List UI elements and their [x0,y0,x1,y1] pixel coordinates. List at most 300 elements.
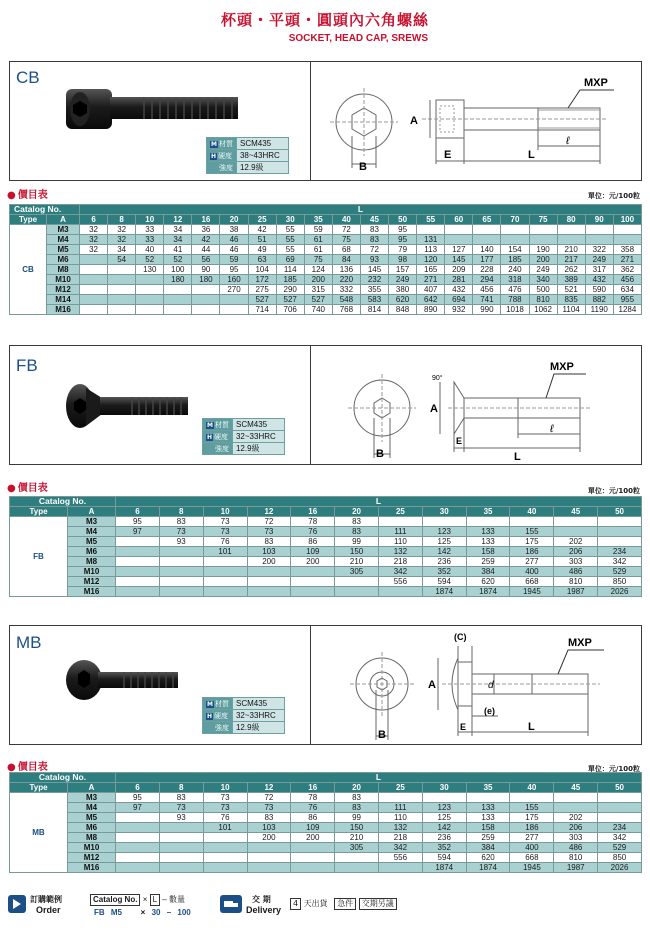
cb-col-header: 20 [220,215,248,225]
price-cell [291,567,335,577]
price-cell: 72 [247,517,291,527]
price-cell: 150 [335,547,379,557]
price-cell: 890 [417,305,445,315]
fb-col-header: 12 [247,507,291,517]
price-cell: 218 [378,557,422,567]
table-row [10,567,642,577]
price-cell: 529 [598,843,642,853]
price-cell [585,235,613,245]
price-cell [422,517,466,527]
size-cell: M6 [68,823,116,833]
price-cell: 99 [335,813,379,823]
price-cell: 130 [136,265,164,275]
price-cell: 33 [136,225,164,235]
price-cell [80,305,108,315]
price-cell: 42 [192,235,220,245]
price-cell [203,833,247,843]
size-cell: M4 [68,527,116,537]
price-cell: 150 [335,823,379,833]
mb-col-header: 40 [510,783,554,793]
price-cell: 75 [332,235,360,245]
price-cell: 180 [164,275,192,285]
price-cell: 277 [510,557,554,567]
price-cell: 810 [554,853,598,863]
mb-screw-photo [62,658,182,704]
delivery-label-en: Delivery [246,905,282,915]
cb-col-header: 55 [417,215,445,225]
mb-col-header: 50 [598,783,642,793]
price-cell: 40 [136,245,164,255]
price-cell: 63 [248,255,276,265]
size-cell: M5 [68,813,116,823]
cb-dim-a: A [410,115,418,127]
price-cell: 200 [247,833,291,843]
price-cell [164,305,192,315]
price-cell: 352 [422,567,466,577]
price-cell: 355 [360,285,388,295]
price-cell [159,833,203,843]
cb-col-header: 30 [276,215,304,225]
price-cell: 95 [220,265,248,275]
price-cell: 548 [332,295,360,305]
fb-screw-photo [62,380,192,436]
fb-dim-ell: ℓ [550,423,554,435]
cb-dim-e: E [444,149,452,161]
price-cell: 209 [445,265,473,275]
table-row [10,793,642,803]
urgent-label: 交期另議 [359,898,397,910]
price-cell [136,295,164,305]
price-cell: 99 [335,537,379,547]
cb-price-title: ● 價目表 [7,186,48,201]
price-cell: 51 [248,235,276,245]
price-cell [335,863,379,873]
cb-col-header: 12 [164,215,192,225]
size-cell: M8 [68,557,116,567]
mb-dim-b: B [378,729,386,741]
price-cell: 529 [598,567,642,577]
price-cell: 113 [417,245,445,255]
mb-col-header: 30 [422,783,466,793]
table-row [10,577,642,587]
price-cell: 476 [501,285,529,295]
price-cell [80,275,108,285]
price-cell: 271 [417,275,445,285]
price-cell: 83 [159,517,203,527]
price-cell [159,547,203,557]
price-cell: 220 [332,275,360,285]
size-cell: M16 [68,863,116,873]
price-cell: 202 [554,813,598,823]
cb-price-table: Catalog No. L Type A 6 8 10 12 16 20 25 30 35 40 45 50 55 60 65 70 75 80 90 100 CB M3 32 32 33 34 36 38 42 55 59 72 83 95 M4 32 32 33 34 42 46 51 55 61 75 83 95 131 M5 32 34 40 41 44 46 49 55 61 68 72 79 113 127 140 154 190 210 322 358 M6 54 52 52 56 59 63 69 75 84 93 98 120 145 177 185 200 217 249 271 M8 130 100 90 95 104 114 124 136 145 157 165 209 228 240 249 262 317 362 M10 180 180 160 172 185 200 220 232 249 271 281 294 318 340 389 432 456 M12 270 275 290 315 332 355 380 407 432 456 476 500 521 590 634 M14 527 527 527 548 583 620 642 694 741 788 810 835 882 955 M16 714 706 740 768 814 848 890 932 990 1018 1062 1104 1190 1284 [9,204,642,315]
price-cell: 486 [554,843,598,853]
price-cell: 259 [466,833,510,843]
price-cell: 72 [247,793,291,803]
price-cell [445,225,473,235]
price-cell [164,295,192,305]
price-cell [378,517,422,527]
price-cell: 133 [466,537,510,547]
fb-type-cell: FB [10,517,68,597]
price-cell: 76 [291,803,335,813]
price-cell: 642 [417,295,445,305]
price-cell: 73 [203,793,247,803]
price-cell: 850 [598,577,642,587]
price-cell [192,305,220,315]
price-cell: 133 [466,803,510,813]
mb-dim-c: (C) [454,632,467,642]
price-cell: 104 [248,265,276,275]
price-cell: 103 [247,823,291,833]
price-cell: 86 [291,537,335,547]
cb-col-header: 50 [389,215,417,225]
price-cell: 95 [389,225,417,235]
mb-dim-a: A [428,679,436,691]
price-cell: 249 [585,255,613,265]
price-cell: 160 [220,275,248,285]
price-cell: 810 [529,295,557,305]
price-cell: 158 [466,547,510,557]
fb-dimension-drawing [318,352,638,464]
mb-price-title: ● 價目表 [7,758,48,773]
price-cell: 249 [389,275,417,285]
price-cell [159,863,203,873]
price-cell: 768 [332,305,360,315]
cb-label: CB [16,68,40,87]
mb-col-header: 8 [159,783,203,793]
price-cell: 432 [445,285,473,295]
price-cell: 61 [304,245,332,255]
table-row [10,833,642,843]
price-cell: 556 [378,853,422,863]
cb-dim-b: B [359,161,367,173]
price-cell: 32 [80,225,108,235]
mb-col-header: 35 [466,783,510,793]
cb-col-header: 35 [304,215,332,225]
cb-type-cell: CB [10,225,47,315]
table-row [10,863,642,873]
price-cell [247,567,291,577]
price-cell [116,547,160,557]
price-cell [116,863,160,873]
table-row [10,823,642,833]
price-cell: 706 [276,305,304,315]
price-cell [557,235,585,245]
price-cell: 95 [389,235,417,245]
price-cell: 342 [598,833,642,843]
price-cell [136,305,164,315]
price-cell [613,235,641,245]
price-cell: 33 [136,235,164,245]
price-cell: 34 [108,245,136,255]
price-cell: 49 [248,245,276,255]
price-cell: 83 [360,225,388,235]
price-cell: 127 [445,245,473,255]
price-cell [598,793,642,803]
cb-price-unit: 單位：元/100粒 [587,192,640,200]
price-cell [192,285,220,295]
price-cell: 456 [613,275,641,285]
price-cell: 120 [417,255,445,265]
price-cell: 73 [203,517,247,527]
price-cell [598,517,642,527]
mb-col-header: 12 [247,783,291,793]
fb-col-header: 30 [422,507,466,517]
price-cell [445,235,473,245]
price-cell: 202 [554,537,598,547]
price-cell: 332 [332,285,360,295]
price-cell: 594 [422,577,466,587]
price-cell: 835 [557,295,585,305]
fb-dim-e: E [456,436,463,446]
fb-col-header: 25 [378,507,422,517]
cb-col-header: 80 [557,215,585,225]
price-cell: 583 [360,295,388,305]
price-cell [557,225,585,235]
table-row [10,517,642,527]
price-cell [291,843,335,853]
price-cell [335,853,379,863]
price-cell: 36 [192,225,220,235]
table-row [10,265,642,275]
cb-col-header: 90 [585,215,613,225]
price-cell [417,225,445,235]
mb-dim-l: L [528,721,535,733]
cb-col-header: 40 [332,215,360,225]
price-cell [159,577,203,587]
order-length-box: L [150,894,160,906]
table-row [10,557,642,567]
price-cell: 932 [445,305,473,315]
price-cell: 52 [164,255,192,265]
price-cell [613,225,641,235]
price-cell: 206 [554,547,598,557]
cb-col-header: 60 [445,215,473,225]
price-cell [116,577,160,587]
price-cell: 456 [473,285,501,295]
price-cell: 110 [378,537,422,547]
price-cell: 145 [445,255,473,265]
price-cell: 95 [116,517,160,527]
price-cell: 73 [247,527,291,537]
price-cell: 240 [501,265,529,275]
delivery-icon [220,895,242,913]
price-cell: 850 [598,853,642,863]
price-cell: 290 [276,285,304,295]
price-cell: 275 [248,285,276,295]
mb-price-table: Catalog No. L Type A 6 8 10 12 16 20 25 30 35 40 45 50 MB M3 95 83 73 72 78 83 M4 97 73 73 73 76 83 111 123 133 155 M5 93 76 83 86 99 110 125 133 175 202 M6 101 103 109 150 132 142 158 186 206 234 M8 200 200 210 218 236 259 277 303 342 M10 305 342 352 384 400 486 529 M12 556 594 620 668 810 850 M16 1874 1874 1945 1987 2026 [9,772,642,873]
price-cell: 955 [613,295,641,305]
order-example: FB M5 × 30 – 100 [94,908,191,917]
fb-col-header: 35 [466,507,510,517]
price-cell [598,527,642,537]
price-cell: 620 [389,295,417,305]
cb-col-header: 6 [80,215,108,225]
price-cell: 42 [248,225,276,235]
price-cell: 101 [203,823,247,833]
price-cell [378,587,422,597]
fb-col-header: 20 [335,507,379,517]
price-cell: 114 [276,265,304,275]
size-cell: M4 [47,235,80,245]
price-cell [554,527,598,537]
mb-col-header: 10 [203,783,247,793]
cb-col-header: 70 [501,215,529,225]
price-cell: 305 [335,567,379,577]
price-cell: 315 [304,285,332,295]
price-cell [159,587,203,597]
price-cell [108,285,136,295]
price-cell [80,285,108,295]
size-cell: M10 [47,275,80,285]
price-cell [510,793,554,803]
price-cell: 133 [466,813,510,823]
price-cell: 125 [422,537,466,547]
price-cell: 172 [248,275,276,285]
price-cell: 32 [108,235,136,245]
price-cell [247,863,291,873]
price-cell: 32 [80,235,108,245]
price-cell: 185 [276,275,304,285]
size-cell: M12 [68,853,116,863]
price-cell: 59 [304,225,332,235]
price-cell: 75 [304,255,332,265]
price-cell: 142 [422,823,466,833]
price-cell: 83 [247,537,291,547]
price-cell: 358 [613,245,641,255]
fb-col-header: 45 [554,507,598,517]
price-cell: 140 [473,245,501,255]
fb-price-unit: 單位：元/100粒 [587,487,640,495]
mb-col-header: 45 [554,783,598,793]
price-cell [291,863,335,873]
price-cell: 200 [291,833,335,843]
price-cell: 200 [291,557,335,567]
price-cell: 848 [389,305,417,315]
mb-dim-d: d [488,680,494,691]
price-cell: 123 [422,527,466,537]
price-cell: 362 [613,265,641,275]
price-cell: 46 [220,235,248,245]
size-cell: M6 [68,547,116,557]
price-cell: 206 [554,823,598,833]
price-cell: 620 [466,577,510,587]
price-cell: 125 [422,813,466,823]
price-cell: 32 [80,245,108,255]
cb-dim-mxp: MXP [584,77,608,89]
price-cell: 44 [192,245,220,255]
price-cell: 73 [159,527,203,537]
price-cell: 78 [291,517,335,527]
price-cell [80,295,108,305]
price-cell: 73 [159,803,203,813]
price-cell: 69 [276,255,304,265]
order-label-cn: 訂購範例 [30,895,62,904]
price-cell [108,265,136,275]
price-cell: 55 [276,235,304,245]
table-row [10,803,642,813]
price-cell: 1945 [510,587,554,597]
table-row [10,235,642,245]
size-cell: M4 [68,803,116,813]
delivery-days: 4 [290,898,301,910]
price-cell: 180 [192,275,220,285]
cb-col-header: 25 [248,215,276,225]
price-cell: 83 [159,793,203,803]
price-cell [136,285,164,295]
price-cell: 990 [473,305,501,315]
price-cell: 157 [389,265,417,275]
price-cell: 342 [598,557,642,567]
price-cell: 882 [585,295,613,305]
price-cell: 97 [116,803,160,813]
price-cell: 56 [192,255,220,265]
price-cell: 93 [360,255,388,265]
price-cell [136,275,164,285]
fb-dim-mxp: MXP [550,361,574,373]
price-cell: 124 [304,265,332,275]
price-cell: 342 [378,843,422,853]
price-cell [220,305,248,315]
price-cell: 634 [613,285,641,295]
price-cell: 83 [360,235,388,245]
price-cell: 32 [108,225,136,235]
price-cell: 217 [557,255,585,265]
price-cell: 186 [510,547,554,557]
price-cell: 55 [276,225,304,235]
price-cell: 1104 [557,305,585,315]
price-cell: 210 [335,833,379,843]
price-cell: 73 [203,803,247,813]
fb-col-header: 16 [291,507,335,517]
price-cell: 1190 [585,305,613,315]
price-cell [116,557,160,567]
price-cell: 83 [335,517,379,527]
price-cell: 232 [360,275,388,285]
price-cell: 190 [529,245,557,255]
price-cell [116,813,160,823]
price-cell: 83 [335,793,379,803]
price-cell: 521 [557,285,585,295]
price-cell: 1987 [554,587,598,597]
price-cell: 259 [466,557,510,567]
price-cell: 73 [203,527,247,537]
price-cell: 86 [291,813,335,823]
price-cell: 55 [276,245,304,255]
price-cell: 131 [417,235,445,245]
price-cell: 1874 [466,587,510,597]
price-cell [598,803,642,813]
price-cell [598,537,642,547]
price-cell: 185 [501,255,529,265]
price-cell [116,843,160,853]
mb-label: MB [16,633,42,652]
price-cell: 303 [554,557,598,567]
price-cell [220,295,248,305]
price-cell: 668 [510,577,554,587]
price-cell: 76 [291,527,335,537]
price-cell: 61 [304,235,332,245]
price-cell: 83 [335,803,379,813]
price-cell [554,517,598,527]
price-cell: 318 [501,275,529,285]
price-cell [80,265,108,275]
table-row [10,285,642,295]
price-cell: 1018 [501,305,529,315]
price-cell [203,557,247,567]
price-cell [473,235,501,245]
price-cell: 210 [335,557,379,567]
